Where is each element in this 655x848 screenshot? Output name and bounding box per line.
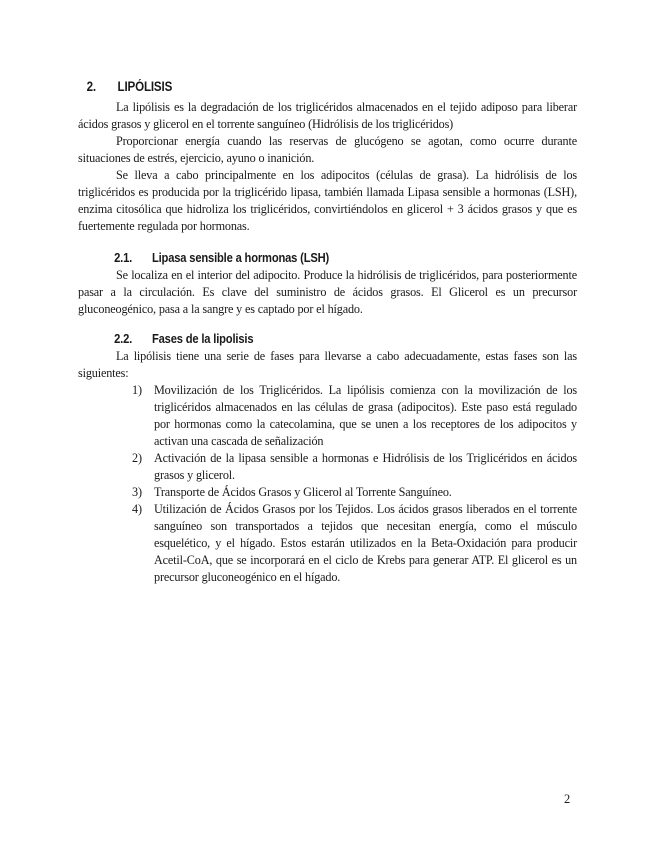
list-marker: 1)	[132, 383, 142, 397]
list-marker: 4)	[132, 502, 142, 516]
subsection-2-title: Fases de la lipolisis	[151, 331, 254, 346]
section-paragraph-1: La lipólisis es la degradación de los triglicéridos almacenados en el tejido adiposo para liberar ácidos grasos y glicerol en el torrente sanguíneo (Hidrólisis de los triglicéridos)	[78, 100, 577, 131]
list-item	[132, 501, 577, 586]
list-marker: 2)	[132, 451, 142, 465]
section-paragraph-3: Se lleva a cabo principalmente en los adipocitos (células de grasa). La hidrólisis de los triglicéridos es producida por la triglicérido lipasa, también llamada Lipasa sensible a hormonas (LSH), enzima citosólica que hidroliza los triglicéridos, convirtiéndolos en glicerol + 3 ácidos grasos y que es fuertemente regulada por hormonas.	[78, 168, 577, 233]
list-item	[132, 382, 577, 450]
list-item-text: Movilización de los Triglicéridos. La lipólisis comienza con la movilización de los triglicéridos almacenados en las células de grasa (adipocitos). Este paso está regulado por hormonas como la catecolamina, que se unen a los receptores de los adipocitos y activan una cascada de señalización	[154, 383, 577, 448]
section-number: 2.	[86, 79, 96, 94]
list-item-text: Transporte de Ácidos Grasos y Glicerol al Torrente Sanguíneo.	[154, 485, 452, 499]
subsection-1-heading	[78, 249, 507, 267]
list-item	[132, 450, 577, 484]
subsection-1-paragraph: Se localiza en el interior del adipocito. Produce la hidrólisis de triglicéridos, para posteriormente pasar a la circulación. Es clave del suministro de ácidos grasos. El Glicerol es un precursor gluconeogénico, pasa a la sangre y es captado por el hígado.	[78, 268, 577, 316]
page-content	[78, 78, 577, 586]
section-heading	[78, 78, 507, 96]
list-item	[132, 484, 577, 501]
phases-list	[78, 382, 577, 586]
list-item-text: Utilización de Ácidos Grasos por los Tejidos. Los ácidos grasos liberados en el torrente sanguíneo son transportados a tejidos que necesitan energía, como el músculo esquelético, y el hígado. Estos estarán utilizados en la Beta-Oxidación para producir Acetil-CoA, que se incorporará en el ciclo de Krebs para generar ATP. El glicerol es un precursor gluconeogénico en el hígado.	[154, 502, 577, 584]
subsection-2-number: 2.2.	[114, 331, 133, 346]
subsection-1-title: Lipasa sensible a hormonas (LSH)	[151, 250, 330, 265]
section-title: LIPÓLISIS	[117, 79, 173, 94]
subsection-1-number: 2.1.	[114, 250, 133, 265]
subsection-2-heading	[78, 330, 507, 348]
section-paragraph-2: Proporcionar energía cuando las reservas de glucógeno se agotan, como ocurre durante situaciones de estrés, ejercicio, ayuno o inanición.	[78, 134, 577, 165]
list-marker: 3)	[132, 485, 142, 499]
list-item-text: Activación de la lipasa sensible a hormonas e Hidrólisis de los Triglicéridos en ácidos grasos y glicerol.	[154, 451, 577, 482]
page-number: 2	[564, 792, 571, 806]
subsection-2-intro: La lipólisis tiene una serie de fases para llevarse a cabo adecuadamente, estas fases son las siguientes:	[78, 349, 577, 380]
